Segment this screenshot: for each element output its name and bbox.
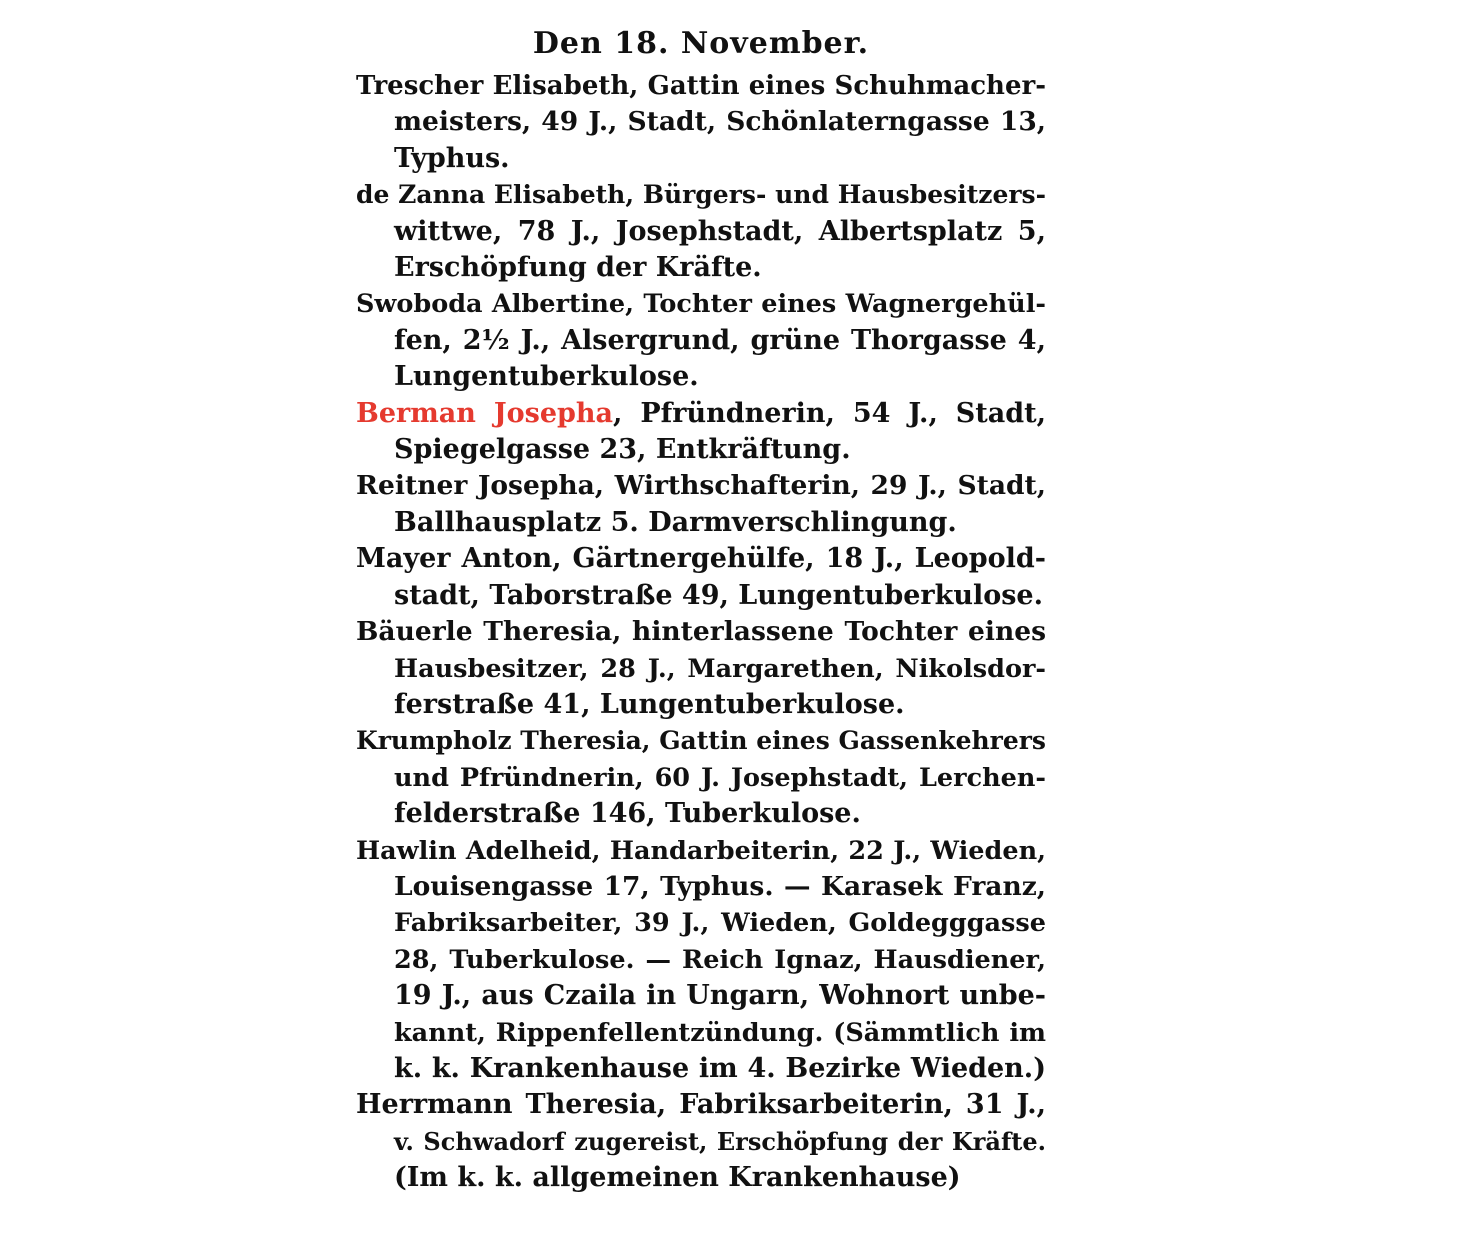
entry-line: ferstraße 41, Lungentuberkulose. [394,688,905,720]
entry-line: Fabriksarbeiter, 39 J., Wieden, Goldegggasse [394,908,1046,939]
entry-line: 28, Tuberkulose. — Reich Ignaz, Hausdiener, [394,944,1046,975]
entry-line: wittwe, 78 J., Josephstadt, Albertsplatz 5, [394,215,1046,247]
entry-line: stadt, Taborstraße 49, Lungentuberkulose. [394,579,1043,611]
register-entry [356,723,1046,832]
entry-line: Hawlin Adelheid, Handarbeiterin, 22 J., Wieden, [356,835,1046,866]
register-entry [356,68,1046,177]
entry-line: Erschöpfung der Kräfte. [394,252,762,284]
date-heading: Den 18. November. [532,26,870,61]
highlighted-name: Berman Josepha [356,397,614,429]
register-entry [356,1087,1046,1196]
register-entry [356,614,1046,723]
entry-line: Mayer Anton, Gärtnergehülfe, 18 J., Leopold- [356,543,1046,575]
register-entry [356,177,1046,286]
register-entry [356,286,1046,395]
death-register-column [356,24,1046,1197]
entry-line: 19 J., aus Czaila in Ungarn, Wohnort unbe- [394,980,1046,1012]
entry-line: Hausbesitzer, 28 J., Margarethen, Nikolsdor- [394,653,1046,684]
entry-line: Lungentuberkulose. [394,361,699,393]
entry-line: Trescher Elisabeth, Gattin eines Schuhmacher- [356,71,1046,101]
entry-line: Krumpholz Theresia, Gattin eines Gassenkehrers [356,726,1046,756]
register-entry [356,541,1046,614]
entry-line: fen, 2½ J., Alsergrund, grüne Thorgasse 4, [394,324,1046,356]
entry-line: Reitner Josepha, Wirthschafterin, 29 J., Stadt, [356,470,1046,502]
entry-line: Louisengasse 17, Typhus. — Karasek Franz, [394,870,1046,902]
entry-line: (Im k. k. allgemeinen Krankenhause) [394,1162,961,1194]
entry-line: Herrmann Theresia, Fabriksarbeiterin, 31 J., [356,1089,1046,1121]
entry-line: kannt, Rippenfellentzündung. (Sämmtlich im [394,1017,1046,1048]
entry-line: Ballhausplatz 5. Darmverschlingung. [394,506,957,538]
entry-line: Bäuerle Theresia, hinterlassene Tochter eines [356,616,1046,648]
register-entry [356,833,1046,1088]
entry-line: meisters, 49 J., Stadt, Schönlaterngasse 13, [394,106,1046,138]
entry-line: Spiegelgasse 23, Entkräftung. [394,434,851,466]
register-entry [356,468,1046,541]
entry-line: k. k. Krankenhause im 4. Bezirke Wieden.) [394,1052,1046,1084]
entry-line-rest: , Pfründnerin, 54 J., Stadt, [613,397,1046,429]
entry-line: und Pfründnerin, 60 J. Josephstadt, Lerchen- [394,762,1046,793]
entry-line: Swoboda Albertine, Tochter eines Wagnergehül- [356,289,1046,320]
register-entry-highlighted [356,396,1046,469]
entry-line: felderstraße 146, Tuberkulose. [394,798,861,830]
entry-line: Typhus. [394,142,510,174]
entry-line [356,396,1046,432]
entry-line: de Zanna Elisabeth, Bürgers- und Hausbesitzers- [356,180,1046,210]
entry-line: v. Schwadorf zugereist, Erschöpfung der Kräfte. [394,1126,1046,1156]
